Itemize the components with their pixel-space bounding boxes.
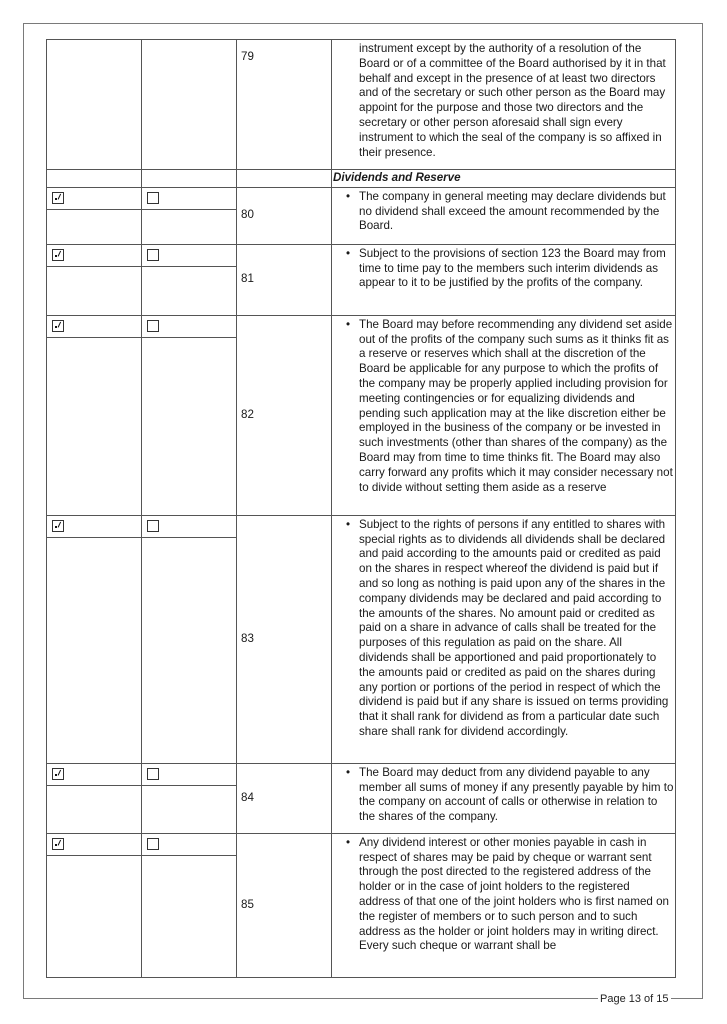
- regulation-number: 82: [237, 315, 332, 515]
- checkbox-cell: [47, 315, 142, 337]
- regulation-number: 85: [237, 833, 332, 977]
- cell-empty: [142, 785, 237, 833]
- regulation-text: [332, 833, 676, 977]
- bullet-item: • The company in general meeting may declare dividends but no dividend shall exceed the amount recommended by the Board.: [359, 190, 674, 234]
- cell-empty: [142, 337, 237, 515]
- regulation-text: [332, 40, 676, 170]
- checkbox-cell: [142, 833, 237, 855]
- regulation-text-body: instrument except by the authority of a resolution of the Board or of a committee of the Board authorised by it in that behalf and except in the presence of at least two directors and of the secretary or such other person as the Board may appoint for the purpose and those two directors and the secretary or other person aforesaid shall sign every instrument to which the seal of the company is so affixed in their presence.: [359, 42, 666, 159]
- regulation-text: [332, 763, 676, 833]
- checkbox-unchecked-icon[interactable]: [147, 768, 159, 780]
- bullet-item: • The Board may before recommending any dividend set aside out of the profits of the company such sums as it thinks fit as a reserve or reserves which shall at the discretion of the Board be applicable for any purpose to which the profits of the company may be properly applied including provision for meeting contingencies or for equalizing dividends and pending such application may at the like discretion either be employed in the business of the company or be invested in such investments (other than shares of the company) as the Board may from time to time thinks fit. The Board may also carry forward any profits which it may consider necessary not to divide without setting them aside as a reserve: [359, 318, 674, 496]
- cell-empty: [47, 785, 142, 833]
- checkbox-cell: [142, 515, 237, 537]
- checkbox-unchecked-icon[interactable]: [147, 520, 159, 532]
- table-row-80: [47, 187, 676, 209]
- regulation-number: 79: [237, 40, 332, 170]
- regulation-number: 83: [237, 515, 332, 763]
- section-header-row: [47, 170, 676, 188]
- regulation-text: [332, 187, 676, 244]
- checkbox-cell: [47, 187, 142, 209]
- table-row-83: [47, 515, 676, 537]
- checkbox-checked-icon[interactable]: [52, 249, 64, 261]
- table-row-82: [47, 315, 676, 337]
- checkbox-checked-icon[interactable]: [52, 520, 64, 532]
- checkbox-unchecked-icon[interactable]: [147, 320, 159, 332]
- table-row-81: [47, 244, 676, 266]
- table-row-84: [47, 763, 676, 785]
- regulation-text: [332, 315, 676, 515]
- checkbox-cell: [142, 187, 237, 209]
- cell-empty: [47, 170, 142, 188]
- cell-empty: [142, 40, 237, 170]
- regulation-text: [332, 244, 676, 315]
- cell-empty: [142, 855, 237, 977]
- regulation-number: 84: [237, 763, 332, 833]
- regulation-text: [332, 515, 676, 763]
- checkbox-unchecked-icon[interactable]: [147, 192, 159, 204]
- checkbox-cell: [142, 315, 237, 337]
- cell-empty: [142, 170, 237, 188]
- checkbox-checked-icon[interactable]: [52, 320, 64, 332]
- checkbox-checked-icon[interactable]: [52, 768, 64, 780]
- section-title: Dividends and Reserve: [332, 170, 676, 188]
- cell-empty: [47, 266, 142, 315]
- checkbox-cell: [47, 763, 142, 785]
- checkbox-cell: [47, 244, 142, 266]
- cell-empty: [237, 170, 332, 188]
- regulation-number: 80: [237, 187, 332, 244]
- cell-empty: [47, 337, 142, 515]
- table-row-85: [47, 833, 676, 855]
- checkbox-unchecked-icon[interactable]: [147, 838, 159, 850]
- checkbox-checked-icon[interactable]: [52, 838, 64, 850]
- cell-empty: [142, 209, 237, 244]
- bullet-item: • The Board may deduct from any dividend payable to any member all sums of money if any presently payable by him to the company on account of calls or otherwise in relation to the shares of the company.: [359, 766, 674, 825]
- cell-empty: [142, 266, 237, 315]
- table-row-79: [47, 40, 676, 170]
- checkbox-checked-icon[interactable]: [52, 192, 64, 204]
- checkbox-cell: [142, 763, 237, 785]
- bullet-item: • Subject to the rights of persons if any entitled to shares with special rights as to dividends all dividends shall be declared and paid according to the amounts paid or credited as paid on the shares in respect whereof the dividend is paid but if and so long as nothing is paid upon any of the shares in the company dividends may be declared and paid according to the amounts of the shares. No amount paid or credited as paid on a share in advance of calls shall be treated for the purposes of this regulation as paid on the share. All dividends shall be apportioned and paid proportionately to the amounts paid or credited as paid on the shares during any portion or portions of the period in respect of which the dividend is paid but if any share is issued on terms providing that it shall rank for dividend as from a particular date such share shall rank for dividend accordingly.: [359, 518, 674, 740]
- checkbox-unchecked-icon[interactable]: [147, 249, 159, 261]
- cell-empty: [47, 855, 142, 977]
- cell-empty: [47, 537, 142, 763]
- cell-empty: [142, 537, 237, 763]
- regulations-table: [46, 39, 676, 978]
- checkbox-cell: [142, 244, 237, 266]
- checkbox-cell: [47, 833, 142, 855]
- regulation-number: 81: [237, 244, 332, 315]
- page-number: Page 13 of 15: [600, 993, 669, 1005]
- cell-empty: [47, 40, 142, 170]
- cell-empty: [47, 209, 142, 244]
- checkbox-cell: [47, 515, 142, 537]
- bullet-item: • Subject to the provisions of section 123 the Board may from time to time pay to the members such interim dividends as appear to it to be justified by the profits of the company.: [359, 247, 674, 291]
- bullet-item: • Any dividend interest or other monies payable in cash in respect of shares may be paid by cheque or warrant sent through the post directed to the registered address of the holder or in the case of joint holders to the registered address of that one of the joint holders who is first named on the register of members or to such person and to such address as the holder or joint holders may in writing direct. Every such cheque or warrant shall be: [359, 836, 674, 954]
